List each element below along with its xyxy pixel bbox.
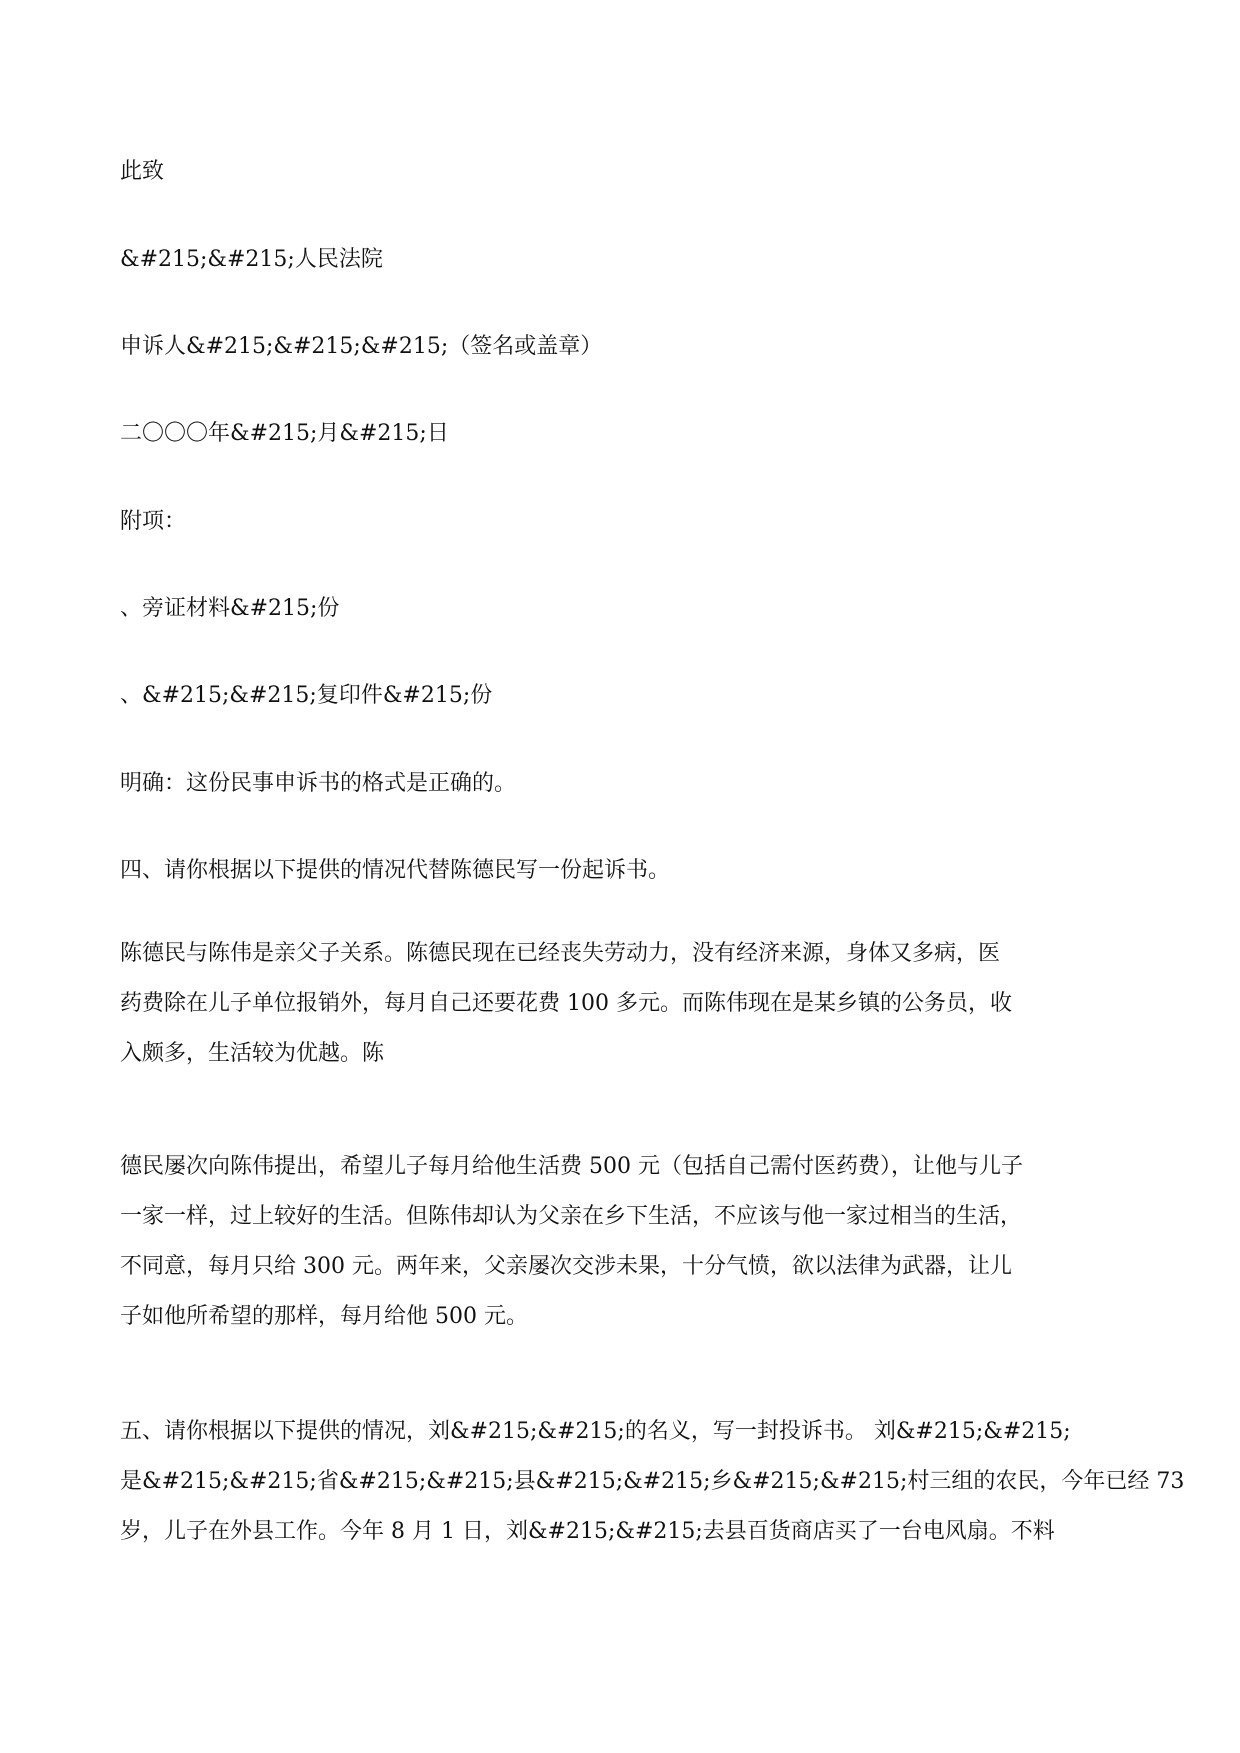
court-name: &#215;&#215;人民法院 bbox=[120, 247, 383, 272]
paragraph-line: 一家一样，过上较好的生活。但陈伟却认为父亲在乡下生活，不应该与他一家过相当的生活， bbox=[120, 1204, 1023, 1229]
attachment-item-1: 、旁证材料&#215;份 bbox=[120, 596, 340, 621]
paragraph-line: 子如他所希望的那样，每月给他 500 元。 bbox=[120, 1304, 528, 1329]
paragraph-line: 入颇多，生活较为优越。陈 bbox=[120, 1041, 385, 1066]
paragraph-line: 岁，儿子在外县工作。今年 8 月 1 日，刘&#215;&#215;去县百货商店买了一台电风扇。不料 bbox=[120, 1519, 1055, 1544]
paragraph-line: 五、请你根据以下提供的情况，刘&#215;&#215;的名义，写一封投诉书。 刘&#215;&#215; bbox=[120, 1419, 1071, 1444]
question-4-paragraph-1 bbox=[120, 929, 1120, 1079]
clarification-text: 明确：这份民事申诉书的格式是正确的。 bbox=[120, 771, 517, 796]
attachments-label: 附项： bbox=[120, 509, 187, 534]
document-date: 二〇〇〇年&#215;月&#215;日 bbox=[120, 421, 449, 446]
paragraph-line: 是&#215;&#215;省&#215;&#215;县&#215;&#215;乡&#215;&#215;村三组的农民，今年已经 73 bbox=[120, 1469, 1185, 1494]
paragraph-line: 药费除在儿子单位报销外，每月自己还要花费 100 多元。而陈伟现在是某乡镇的公务员，收 bbox=[120, 991, 1012, 1016]
closing-text: 此致 bbox=[120, 159, 165, 184]
attachment-item-2: 、&#215;&#215;复印件&#215;份 bbox=[120, 683, 493, 708]
paragraph-line: 德民屡次向陈伟提出，希望儿子每月给他生活费 500 元（包括自己需付医药费），让他与儿子 bbox=[120, 1154, 1023, 1179]
question-4-title: 四、请你根据以下提供的情况代替陈德民写一份起诉书。 bbox=[120, 858, 671, 883]
paragraph-line: 不同意，每月只给 300 元。两年来，父亲屡次交涉未果，十分气愤，欲以法律为武器，让儿 bbox=[120, 1254, 1012, 1279]
paragraph-line: 陈德民与陈伟是亲父子关系。陈德民现在已经丧失劳动力，没有经济来源，身体又多病，医 bbox=[120, 941, 1001, 966]
question-4-paragraph-2 bbox=[120, 1142, 1120, 1342]
question-5-paragraph bbox=[120, 1407, 1185, 1557]
appellant-signature: 申诉人&#215;&#215;&#215;（签名或盖章） bbox=[120, 334, 603, 359]
